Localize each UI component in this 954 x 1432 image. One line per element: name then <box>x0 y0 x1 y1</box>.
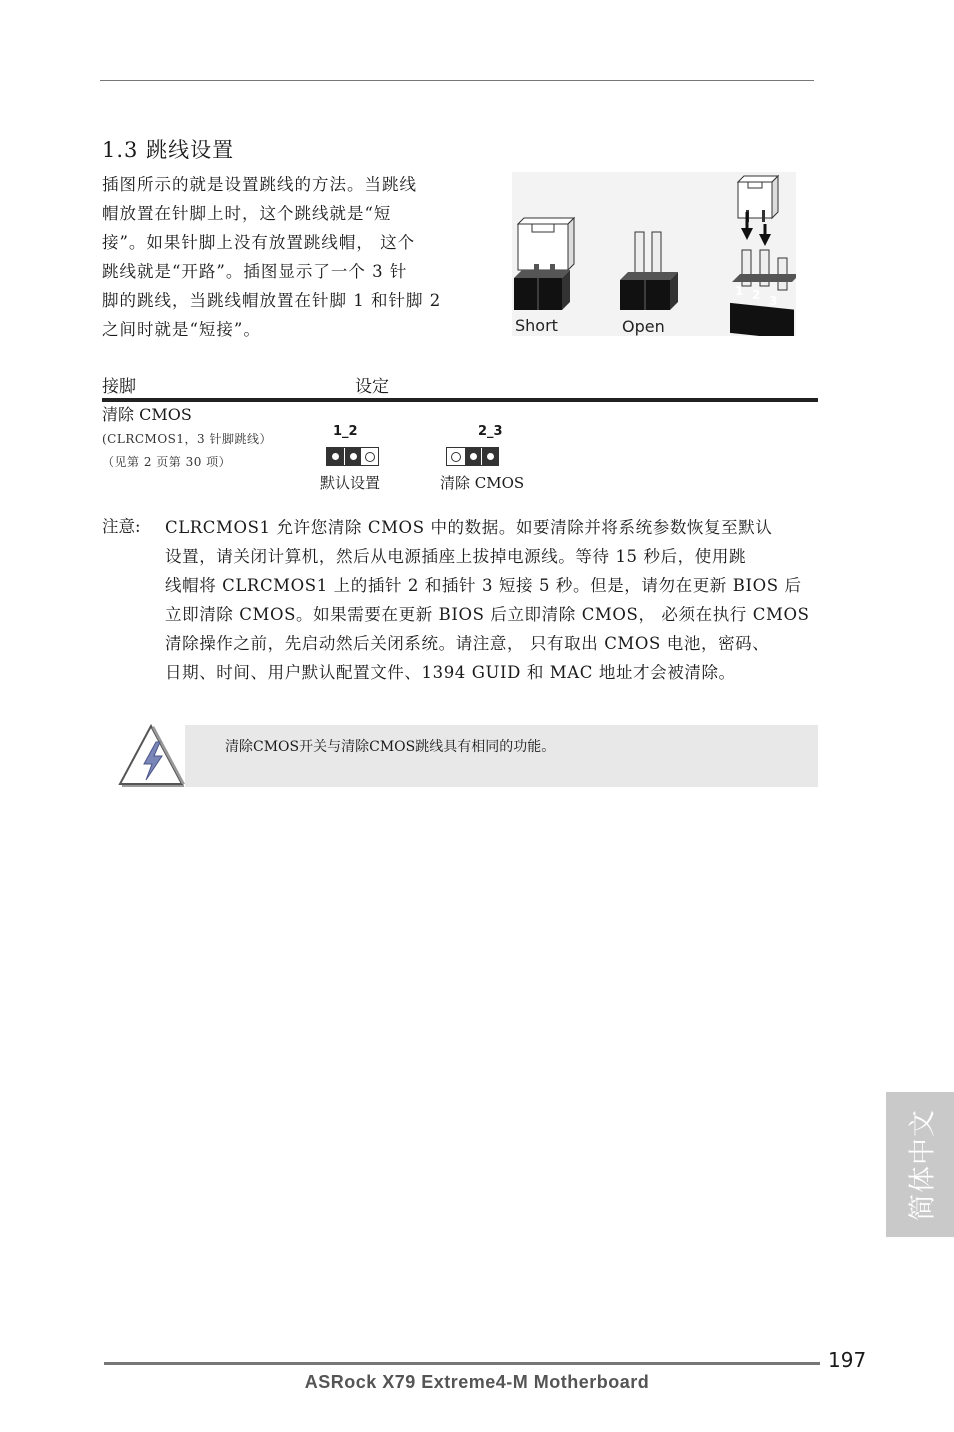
intro-line: 之间时就是“短接”。 <box>102 320 261 339</box>
intro-line: 跳线就是“开路”。插图显示了一个 3 针 <box>102 262 408 281</box>
open-jumper-graphic <box>620 232 678 310</box>
note-line: 清除操作之前，先启动然后关闭系统。请注意， 只有取出 CMOS 电池，密码、 <box>165 634 770 653</box>
note-line: CLRCMOS1 允许您清除 CMOS 中的数据。如要清除并将系统参数恢复至默认 <box>165 518 773 537</box>
row-sub-reference: （见第 2 页第 30 项） <box>102 455 232 469</box>
table-rule <box>102 398 818 402</box>
table-header-setting: 设定 <box>355 377 389 397</box>
section-title: 1.3 跳线设置 <box>102 138 235 162</box>
row-sub-jumper: (CLRCMOS1，3 针脚跳线） <box>102 432 272 446</box>
note-line: 日期、时间、用户默认配置文件、1394 GUID 和 MAC 地址才会被清除。 <box>165 663 736 682</box>
open-label: Open <box>622 317 665 336</box>
note-line: 立即清除 CMOS。如果需要在更新 BIOS 后立即清除 CMOS， 必须在执行 CMOS <box>165 605 810 624</box>
warning-triangle-icon <box>116 722 186 788</box>
jumper-pin <box>361 448 378 465</box>
warning-box <box>185 725 818 787</box>
note-label: 注意: <box>102 517 141 536</box>
jumper-pin <box>447 448 464 465</box>
jumper-illustration <box>512 172 796 336</box>
note-body <box>165 513 820 687</box>
language-tab-label: 简体中文 <box>907 1108 939 1221</box>
warning-text: 清除CMOS开关与清除CMOS跳线具有相同的功能。 <box>225 739 556 755</box>
pin-number-3: 3 <box>769 294 778 308</box>
top-rule <box>100 80 814 81</box>
language-side-tab <box>886 1092 954 1237</box>
jumper-pin <box>464 448 481 465</box>
clear-jumper-pins <box>446 447 499 466</box>
jumper-pin <box>344 448 361 465</box>
intro-line: 帽放置在针脚上时，这个跳线就是“短 <box>102 204 392 223</box>
clear-caption: 清除 CMOS <box>440 474 525 492</box>
short-jumper-graphic <box>514 218 574 310</box>
default-jumper-pins <box>326 447 379 466</box>
pin-number-2: 2 <box>752 288 761 302</box>
pin-number-1: 1 <box>735 284 744 298</box>
intro-line: 脚的跳线，当跳线帽放置在针脚 1 和针脚 2 <box>102 291 442 310</box>
jumper-diagram <box>512 172 796 336</box>
page-number: 197 <box>828 1348 867 1372</box>
row-title: 清除 CMOS <box>102 405 192 424</box>
default-pin-title: 1_2 <box>333 424 358 439</box>
jumper-pin <box>481 448 498 465</box>
note-line: 设置，请关闭计算机，然后从电源插座上拔掉电源线。等待 15 秒后，使用跳 <box>165 547 747 566</box>
note-line: 线帽将 CLRCMOS1 上的插针 2 和插针 3 短接 5 秒。但是，请勿在更新 BIOS 后 <box>165 576 802 595</box>
clear-pin-title: 2_3 <box>478 424 503 439</box>
table-header-pin: 接脚 <box>102 377 136 397</box>
three-pin-jumper-graphic <box>730 176 796 336</box>
short-label: Short <box>515 316 558 335</box>
intro-paragraph <box>102 170 467 344</box>
jumper-pin <box>327 448 344 465</box>
intro-line: 插图所示的就是设置跳线的方法。当跳线 <box>102 175 417 194</box>
footer-rule <box>104 1362 820 1365</box>
footer-brand: ASRock X79 Extreme4-M Motherboard <box>304 1372 650 1392</box>
intro-line: 接”。如果针脚上没有放置跳线帽， 这个 <box>102 233 416 252</box>
default-caption: 默认设置 <box>320 474 381 492</box>
